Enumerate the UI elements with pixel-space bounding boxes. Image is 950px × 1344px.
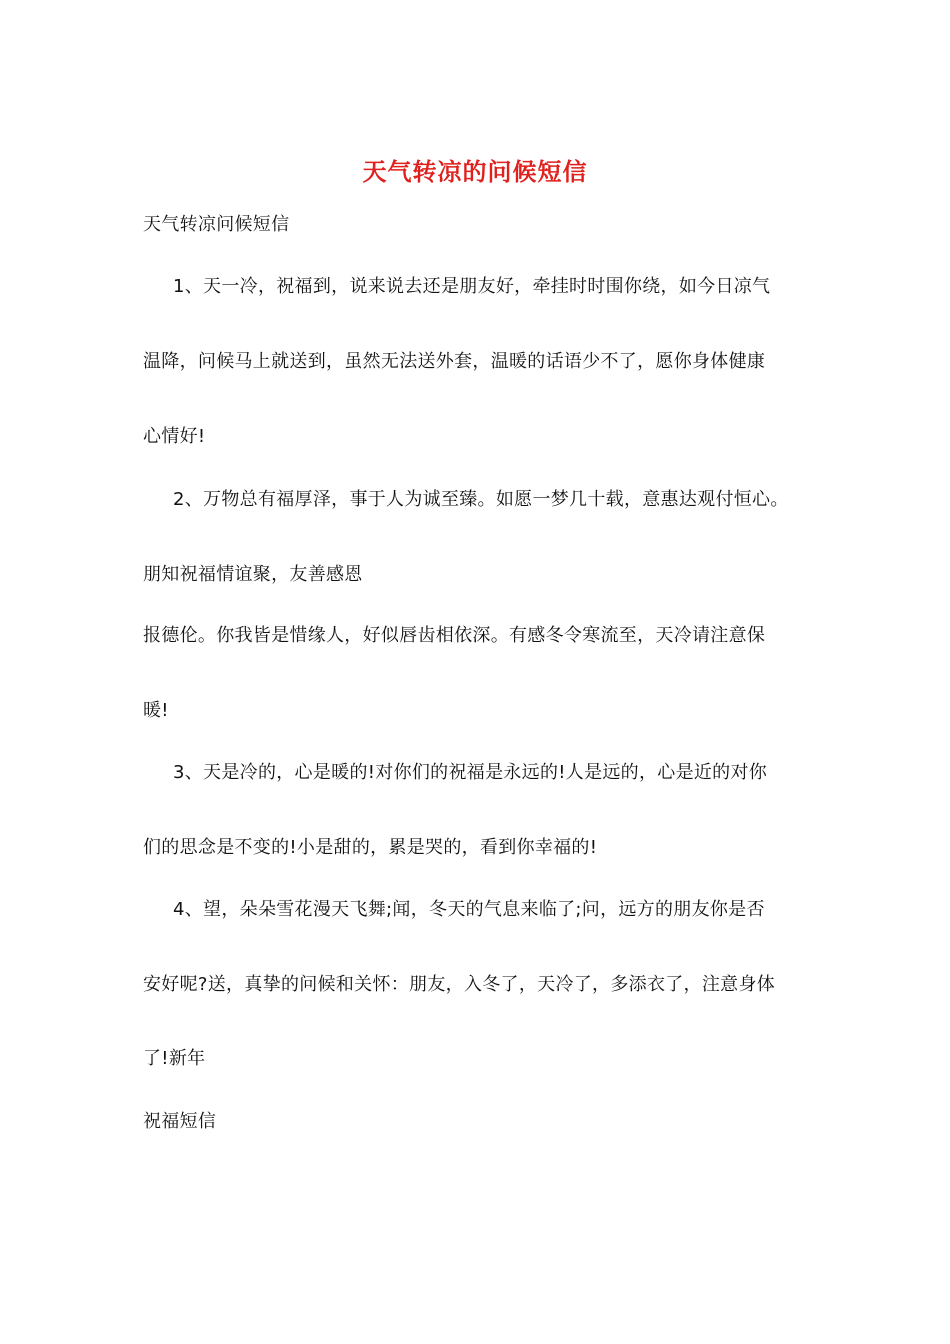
paragraph-2-line-4: 暖! [143, 700, 169, 721]
paragraph-1-line-2: 温降，问候马上就送到，虽然无法送外套，温暖的话语少不了，愿你身体健康 [143, 351, 766, 372]
document-subtitle: 天气转凉问候短信 [143, 214, 290, 235]
document-title: 天气转凉的问候短信 [362, 157, 588, 186]
paragraph-4-line-4: 祝福短信 [143, 1111, 217, 1132]
paragraph-2-line-1: 2、万物总有福厚泽，事于人为诚至臻。如愿一梦几十载，意惠达观付恒心。 [173, 489, 789, 510]
paragraph-2-line-3: 报德伦。你我皆是惜缘人，好似唇齿相依深。有感冬令寒流至，天冷请注意保 [143, 625, 766, 646]
paragraph-2-line-2: 朋知祝福情谊聚，友善感恩 [143, 564, 363, 585]
paragraph-4-line-1: 4、望，朵朵雪花漫天飞舞;闻，冬天的气息来临了;问，远方的朋友你是否 [173, 899, 765, 920]
paragraph-4-line-3: 了!新年 [143, 1048, 206, 1069]
paragraph-3-line-2: 们的思念是不变的!小是甜的，累是哭的，看到你幸福的! [143, 837, 598, 858]
paragraph-1-line-3: 心情好! [143, 426, 206, 447]
paragraph-3-line-1: 3、天是冷的，心是暖的!对你们的祝福是永远的!人是远的，心是近的对你 [173, 762, 768, 783]
paragraph-4-line-2: 安好呢?送，真挚的问候和关怀：朋友，入冬了，天冷了，多添衣了，注意身体 [143, 974, 776, 995]
paragraph-1-line-1: 1、天一冷，祝福到，说来说去还是朋友好，牵挂时时围你绕，如今日凉气 [173, 276, 771, 297]
